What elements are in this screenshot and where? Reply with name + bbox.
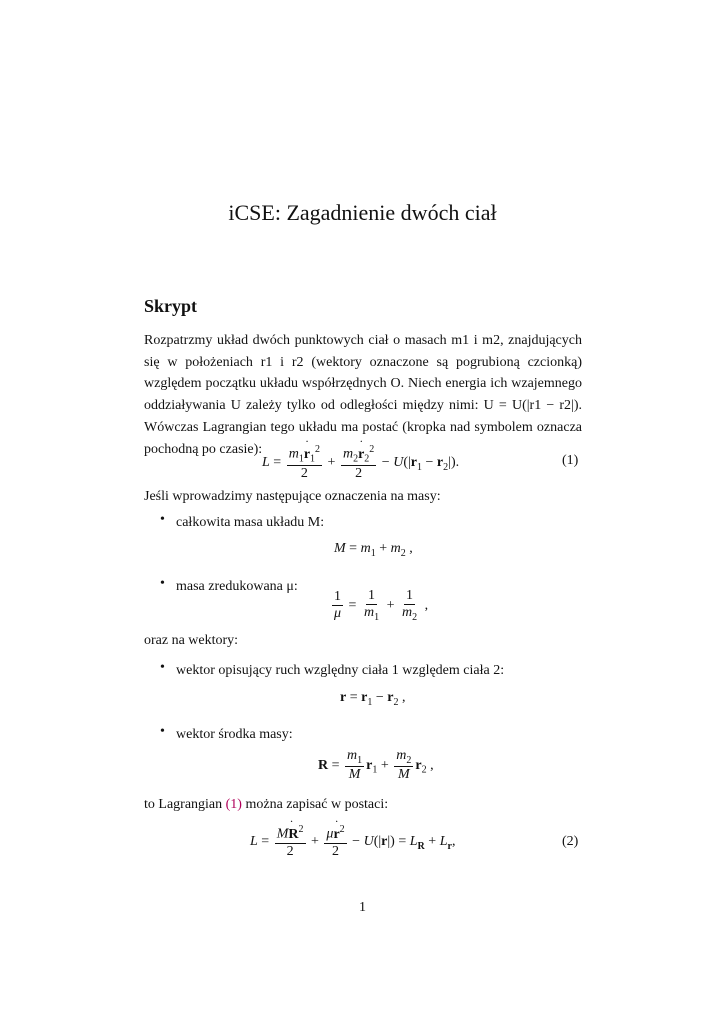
- lagrangian-text: to Lagrangian: [144, 797, 223, 812]
- bullet-icon: •: [160, 660, 165, 675]
- mass-intro: Jeśli wprowadzimy następujące oznaczenia na masy:: [144, 489, 441, 504]
- bullet-center-of-mass: wektor środka masy:: [176, 727, 293, 742]
- bullet-icon: •: [160, 512, 165, 527]
- lagrangian-text-2: można zapisać w postaci:: [245, 797, 389, 812]
- equation-total-mass: $M = m_1 + m_2$ ,: [334, 541, 413, 559]
- bullet-reduced-mass: masa zredukowana μ:: [176, 579, 298, 594]
- document-title: iCSE: Zagadnienie dwóch ciał: [228, 200, 497, 225]
- equation-reference-link[interactable]: (1): [225, 797, 242, 812]
- section-title: Skrypt: [144, 296, 198, 316]
- bullet-icon: •: [160, 576, 165, 591]
- equation-1-number: (1): [562, 453, 579, 468]
- intro-paragraph: Rozpatrzmy układ dwóch punktowych ciał o masach m1 i m2, znajdujących się w położeniach r1 i r2 (wektory oznaczone są pogrubioną czcionką) względem początku układu współrzędnych O. Niech energia ich wzajemnego oddziaływania U zależy tylko od odległości między nimi: U = U(|r1 − r2|). Wówczas Lagrangian tego układu ma postać (kropka nad symbolem oznacza pochodną po czasie):: [144, 333, 582, 457]
- bullet-icon: •: [160, 724, 165, 739]
- lagrangian-intro: [144, 794, 582, 816]
- equation-1: L = $\frac{m_1˙ r_1^2}{2}$ + $\frac{m_2˙ r_2^2}{2}$ − $U(|r_1 - r_2|)$.: [262, 444, 459, 482]
- equation-center-of-mass: R = $\frac{m_1}{M}$ $r_1$ + $\frac{m_2}{M}$ $r_2$ ,: [318, 748, 434, 783]
- vectors-intro: oraz na wektory:: [144, 633, 239, 648]
- equation-reduced-mass: $\frac{1}{\mu}$ = $\frac{1}{m_1}$ + $\frac{1}{m_2}$ ,: [334, 588, 429, 623]
- equation-2: L = $\frac{M˙ R^2}{2}$ + $\frac{\mu˙ r^2}{2}$ − $U(|r|) = L_R + L_r$,: [250, 824, 455, 860]
- equation-2-number: (2): [562, 834, 579, 849]
- page-number: 1: [359, 900, 366, 915]
- bullet-relative-vector: wektor opisujący ruch względny ciała 1 względem ciała 2:: [176, 663, 505, 678]
- equation-relative-vector: $r = r_1 - r_2$ ,: [340, 690, 406, 708]
- bullet-total-mass: całkowita masa układu M:: [176, 515, 325, 530]
